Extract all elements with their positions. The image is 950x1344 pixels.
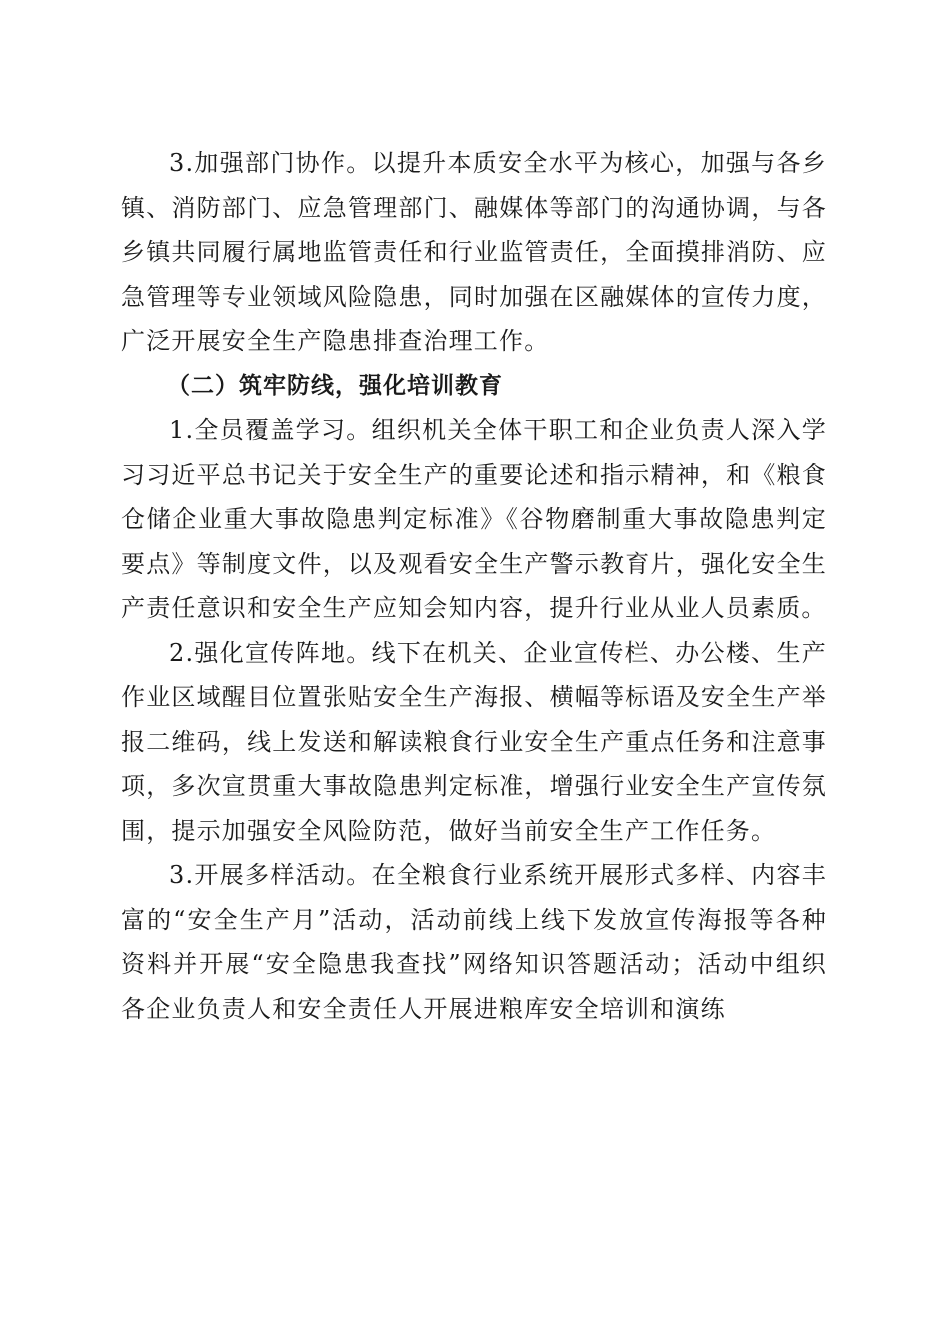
document-body [121,141,827,1031]
paragraph-strengthen-publicity: 2.强化宣传阵地。线下在机关、企业宣传栏、办公楼、生产作业区域醒目位置张贴安全生产海报、横幅等标语及安全生产举报二维码，线上发送和解读粮食行业安全生产重点任务和注意事项，多次宣贯重大事故隐患判定标准，增强行业安全生产宣传氛围，提示加强安全风险防范，做好当前安全生产工作任务。 [121,638,827,845]
paragraph-strengthen-department-cooperation: 3.加强部门协作。以提升本质安全水平为核心，加强与各乡镇、消防部门、应急管理部门、融媒体等部门的沟通协调，与各乡镇共同履行属地监管责任和行业监管责任，全面摸排消防、应急管理等专业领域风险隐患，同时加强在区融媒体的宣传力度，广泛开展安全生产隐患排查治理工作。 [121,149,827,355]
section-heading-training-education: （二）筑牢防线，强化培训教育 [167,372,503,399]
paragraph-full-coverage-learning: 1.全员覆盖学习。组织机关全体干职工和企业负责人深入学习习近平总书记关于安全生产的重要论述和指示精神，和《粮食仓储企业重大事故隐患判定标准》《谷物磨制重大事故隐患判定要点》等制度文件，以及观看安全生产警示教育片，强化安全生产责任意识和安全生产应知会知内容，提升行业从业人员素质。 [121,416,827,622]
paragraph-diverse-activities: 3.开展多样活动。在全粮食行业系统开展形式多样、内容丰富的“安全生产月”活动，活动前线上线下发放宣传海报等各种资料并开展“安全隐患我查找”网络知识答题活动；活动中组织各企业负责人和安全责任人开展进粮库安全培训和演练 [121,861,827,1023]
